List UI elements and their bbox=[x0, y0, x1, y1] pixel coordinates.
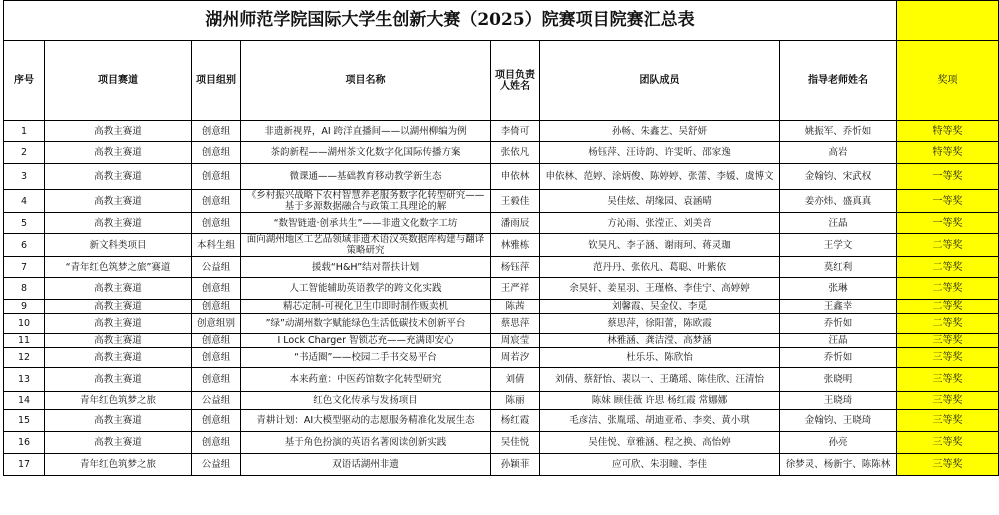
cell-members: 蔡思萍，徐阳蕾，陈欧霞 bbox=[540, 314, 780, 334]
cell-leader: 周若汐 bbox=[491, 348, 540, 368]
cell-award: 三等奖 bbox=[897, 410, 999, 432]
cell-advisor: 姚振军、乔忻如 bbox=[780, 121, 897, 142]
table-row bbox=[4, 278, 999, 300]
cell-group: 创意组 bbox=[192, 164, 241, 190]
cell-seq: 5 bbox=[4, 213, 45, 234]
table-row bbox=[4, 213, 999, 234]
cell-track: 高教主赛道 bbox=[45, 432, 192, 454]
cell-name: 微课通——基础教育移动教学新生态 bbox=[241, 164, 491, 190]
header-seq: 序号 bbox=[4, 41, 45, 121]
cell-seq: 8 bbox=[4, 278, 45, 300]
header-leader: 项目负责人姓名 bbox=[491, 41, 540, 121]
cell-advisor: 高岩 bbox=[780, 142, 897, 164]
cell-members: 范丹丹、张依凡、葛聪、叶紫依 bbox=[540, 257, 780, 278]
cell-group: 创意组 bbox=[192, 121, 241, 142]
cell-leader: 刘倩 bbox=[491, 368, 540, 392]
cell-group: 本科生组 bbox=[192, 234, 241, 257]
cell-award: 二等奖 bbox=[897, 278, 999, 300]
table-row bbox=[4, 410, 999, 432]
cell-seq: 3 bbox=[4, 164, 45, 190]
table-row bbox=[4, 257, 999, 278]
cell-name: 青耕计划：AI大模型驱动的志愿服务精准化发展生态 bbox=[241, 410, 491, 432]
cell-leader: 杨红霞 bbox=[491, 410, 540, 432]
cell-track: 高教主赛道 bbox=[45, 314, 192, 334]
cell-leader: 蔡思萍 bbox=[491, 314, 540, 334]
cell-advisor: 王鑫幸 bbox=[780, 300, 897, 314]
cell-award: 二等奖 bbox=[897, 300, 999, 314]
cell-track: 高教主赛道 bbox=[45, 300, 192, 314]
cell-members: 吴佳炫、胡缘园、袁涵晴 bbox=[540, 190, 780, 213]
cell-award: 二等奖 bbox=[897, 234, 999, 257]
cell-track: 青年红色筑梦之旅 bbox=[45, 454, 192, 476]
title-award-cell bbox=[897, 1, 999, 41]
cell-members: 杨钰萍、汪诗韵、许雯昕、邵家逸 bbox=[540, 142, 780, 164]
cell-advisor: 张晓明 bbox=[780, 368, 897, 392]
cell-seq: 14 bbox=[4, 392, 45, 410]
cell-leader: 张依凡 bbox=[491, 142, 540, 164]
cell-advisor: 张琳 bbox=[780, 278, 897, 300]
cell-advisor: 莫红利 bbox=[780, 257, 897, 278]
cell-members: 吴佳悦、章雅涵、程之换、高怡婷 bbox=[540, 432, 780, 454]
cell-group: 创意组别 bbox=[192, 314, 241, 334]
cell-advisor: 乔忻如 bbox=[780, 348, 897, 368]
cell-advisor: 王晓琦 bbox=[780, 392, 897, 410]
header-members: 团队成员 bbox=[540, 41, 780, 121]
cell-track: 高教主赛道 bbox=[45, 334, 192, 348]
cell-seq: 2 bbox=[4, 142, 45, 164]
cell-members: 刘倩、蔡舒怡、裴以一、王璐瑶、陈佳欣、汪清怡 bbox=[540, 368, 780, 392]
table-row bbox=[4, 314, 999, 334]
cell-seq: 11 bbox=[4, 334, 45, 348]
cell-seq: 7 bbox=[4, 257, 45, 278]
cell-seq: 9 bbox=[4, 300, 45, 314]
cell-track: 青年红色筑梦之旅 bbox=[45, 392, 192, 410]
cell-track: 高教主赛道 bbox=[45, 278, 192, 300]
cell-leader: 王毅佳 bbox=[491, 190, 540, 213]
table-title: 湖州师范学院国际大学生创新大赛（2025）院赛项目院赛汇总表 bbox=[4, 1, 897, 41]
cell-seq: 12 bbox=[4, 348, 45, 368]
cell-leader: 申依林 bbox=[491, 164, 540, 190]
cell-group: 创意组 bbox=[192, 432, 241, 454]
table-row bbox=[4, 300, 999, 314]
cell-award: 一等奖 bbox=[897, 164, 999, 190]
cell-award: 特等奖 bbox=[897, 121, 999, 142]
cell-group: 创意组 bbox=[192, 213, 241, 234]
cell-award: 三等奖 bbox=[897, 432, 999, 454]
cell-leader: 周宸莹 bbox=[491, 334, 540, 348]
cell-group: 公益组 bbox=[192, 454, 241, 476]
cell-track: 高教主赛道 bbox=[45, 190, 192, 213]
cell-leader: 李倚可 bbox=[491, 121, 540, 142]
cell-name: 面向湖州地区工艺品领域非遗术语汉英数据库构建与翻译策略研究 bbox=[241, 234, 491, 257]
cell-advisor: 徐梦灵、杨新宇、陈陈林 bbox=[780, 454, 897, 476]
cell-leader: 王严祥 bbox=[491, 278, 540, 300]
cell-advisor: 金翰钧、宋武权 bbox=[780, 164, 897, 190]
cell-seq: 16 bbox=[4, 432, 45, 454]
cell-members: 申依林、范婷、涂炳俊、陈婷婷、张蕾、李媛、虞博文 bbox=[540, 164, 780, 190]
cell-name: 精芯定制-可视化卫生巾即时制作贩卖机 bbox=[241, 300, 491, 314]
cell-group: 创意组 bbox=[192, 334, 241, 348]
cell-name: 双语话湖州非遗 bbox=[241, 454, 491, 476]
cell-members: 方沁雨、张滢正、刘美音 bbox=[540, 213, 780, 234]
cell-members: 杜乐乐、陈欣怡 bbox=[540, 348, 780, 368]
cell-advisor: 王学文 bbox=[780, 234, 897, 257]
cell-award: 一等奖 bbox=[897, 190, 999, 213]
cell-leader: 林雅栋 bbox=[491, 234, 540, 257]
table-row bbox=[4, 334, 999, 348]
cell-leader: 陈茜 bbox=[491, 300, 540, 314]
cell-award: 特等奖 bbox=[897, 142, 999, 164]
cell-name: “数智链遗·创承共生”——非遗文化数字工坊 bbox=[241, 213, 491, 234]
table-row bbox=[4, 142, 999, 164]
cell-advisor: 姜亦炜、盛真真 bbox=[780, 190, 897, 213]
cell-award: 三等奖 bbox=[897, 454, 999, 476]
cell-award: 三等奖 bbox=[897, 392, 999, 410]
cell-track: 高教主赛道 bbox=[45, 164, 192, 190]
cell-group: 创意组 bbox=[192, 300, 241, 314]
cell-members: 钦昊凡、李子涵、谢雨珂、蒋灵珈 bbox=[540, 234, 780, 257]
cell-name: 基于角色扮演的英语名著阅读创新实践 bbox=[241, 432, 491, 454]
header-name: 项目名称 bbox=[241, 41, 491, 121]
cell-advisor: 汪晶 bbox=[780, 334, 897, 348]
cell-leader: 孙颖菲 bbox=[491, 454, 540, 476]
cell-advisor: 乔忻如 bbox=[780, 314, 897, 334]
cell-group: 创意组 bbox=[192, 348, 241, 368]
table-row bbox=[4, 234, 999, 257]
cell-award: 三等奖 bbox=[897, 348, 999, 368]
cell-track: 高教主赛道 bbox=[45, 410, 192, 432]
cell-name: 红色文化传承与发扬项目 bbox=[241, 392, 491, 410]
table-row bbox=[4, 121, 999, 142]
summary-table bbox=[3, 0, 999, 476]
cell-track: 高教主赛道 bbox=[45, 121, 192, 142]
header-award: 奖项 bbox=[897, 41, 999, 121]
cell-leader: 陈丽 bbox=[491, 392, 540, 410]
cell-track: 高教主赛道 bbox=[45, 142, 192, 164]
cell-group: 创意组 bbox=[192, 278, 241, 300]
cell-members: 应可欣、朱羽瞳、李佳 bbox=[540, 454, 780, 476]
cell-track: 高教主赛道 bbox=[45, 368, 192, 392]
cell-seq: 6 bbox=[4, 234, 45, 257]
header-track: 项目赛道 bbox=[45, 41, 192, 121]
cell-leader: 吴佳悦 bbox=[491, 432, 540, 454]
cell-members: 孙畅、朱鑫艺、吴舒妍 bbox=[540, 121, 780, 142]
cell-track: 高教主赛道 bbox=[45, 348, 192, 368]
cell-name: 非遗新视界，AI 跨洋直播间——以湖州柳编为例 bbox=[241, 121, 491, 142]
cell-members: 刘馨霞、吴金仪、李觅 bbox=[540, 300, 780, 314]
cell-award: 二等奖 bbox=[897, 257, 999, 278]
table-row bbox=[4, 190, 999, 213]
cell-award: 二等奖 bbox=[897, 314, 999, 334]
cell-track: 高教主赛道 bbox=[45, 213, 192, 234]
table-row bbox=[4, 392, 999, 410]
cell-leader: 潘雨辰 bbox=[491, 213, 540, 234]
cell-seq: 13 bbox=[4, 368, 45, 392]
table-row bbox=[4, 368, 999, 392]
cell-leader: 杨钰萍 bbox=[491, 257, 540, 278]
cell-track: 新文科类项目 bbox=[45, 234, 192, 257]
cell-members: 林雅涵、龚洁滢、高梦涵 bbox=[540, 334, 780, 348]
cell-award: 一等奖 bbox=[897, 213, 999, 234]
cell-seq: 10 bbox=[4, 314, 45, 334]
cell-group: 创意组 bbox=[192, 190, 241, 213]
table-row bbox=[4, 454, 999, 476]
table-row bbox=[4, 164, 999, 190]
cell-group: 公益组 bbox=[192, 392, 241, 410]
cell-award: 三等奖 bbox=[897, 368, 999, 392]
cell-members: 陈妹 顾佳薇 许思 杨红霞 常娜娜 bbox=[540, 392, 780, 410]
table-row bbox=[4, 348, 999, 368]
cell-seq: 4 bbox=[4, 190, 45, 213]
cell-advisor: 汪晶 bbox=[780, 213, 897, 234]
cell-seq: 17 bbox=[4, 454, 45, 476]
cell-track: “青年红色筑梦之旅”赛道 bbox=[45, 257, 192, 278]
cell-name: “书适圈”——校园二手书交易平台 bbox=[241, 348, 491, 368]
cell-members: 毛彦洁、张胤瑶、胡迪亚希、李奕、黄小琪 bbox=[540, 410, 780, 432]
cell-name: I Lock Charger 智锁芯充——充满即安心 bbox=[241, 334, 491, 348]
cell-award: 三等奖 bbox=[897, 334, 999, 348]
cell-name: 《乡村振兴战略下农村智慧养老服务数字化转型研究——基于多源数据融合与政策工具理论的解 bbox=[241, 190, 491, 213]
cell-name: 本来药童：中医药馆数字化转型研究 bbox=[241, 368, 491, 392]
cell-members: 余昊轩、姜星羽、王瑾格、李佳宁、高婷婷 bbox=[540, 278, 780, 300]
cell-name: 人工智能辅助英语教学的跨文化实践 bbox=[241, 278, 491, 300]
table-row bbox=[4, 432, 999, 454]
cell-seq: 15 bbox=[4, 410, 45, 432]
cell-advisor: 金翰钧、王晓琦 bbox=[780, 410, 897, 432]
header-advisor: 指导老师姓名 bbox=[780, 41, 897, 121]
cell-name: 援载“H&H”结对帮扶计划 bbox=[241, 257, 491, 278]
cell-advisor: 孙亮 bbox=[780, 432, 897, 454]
cell-seq: 1 bbox=[4, 121, 45, 142]
cell-group: 创意组 bbox=[192, 142, 241, 164]
cell-name: ”绿”动湖州数字赋能绿色生活低碳技术创新平台 bbox=[241, 314, 491, 334]
cell-group: 创意组 bbox=[192, 410, 241, 432]
cell-group: 创意组 bbox=[192, 368, 241, 392]
cell-name: 茶韵新程——湖州茶文化数字化国际传播方案 bbox=[241, 142, 491, 164]
header-group: 项目组别 bbox=[192, 41, 241, 121]
cell-group: 公益组 bbox=[192, 257, 241, 278]
